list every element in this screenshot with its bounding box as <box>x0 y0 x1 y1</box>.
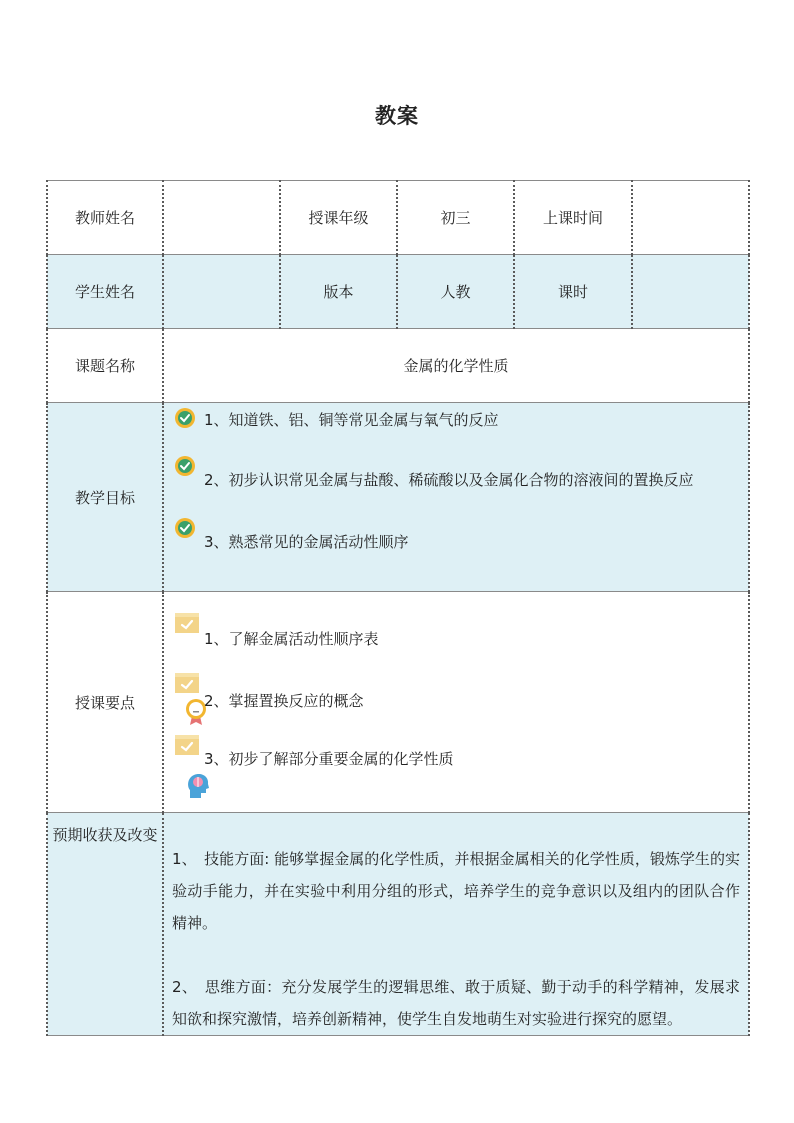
outcomes-label: 预期收获及改变 <box>47 813 163 1036</box>
key-point-text: 2、掌握置换反应的概念 <box>204 692 364 710</box>
lesson-plan-table <box>46 180 750 1036</box>
folder-check-icon <box>174 612 200 634</box>
table-row-outcomes <box>47 813 749 1036</box>
check-badge-icon <box>174 407 196 429</box>
outcomes-cell <box>163 813 749 1036</box>
goal-text: 2、初步认识常见金属与盐酸、稀硫酸以及金属化合物的溶液间的置换反应 <box>204 471 694 489</box>
outcome-item: 2、 思维方面：充分发展学生的逻辑思维、敢于质疑、勤于动手的科学精神，发展求知欲和探究激情，培养创新精神，使学生自发地萌生对实验进行探究的愿望。 <box>172 978 740 1028</box>
key-point-text: 1、了解金属活动性顺序表 <box>204 630 379 648</box>
goals-label: 教学目标 <box>47 403 163 592</box>
teacher-name-label: 教师姓名 <box>47 181 163 255</box>
topic-value[interactable]: 金属的化学性质 <box>163 329 749 403</box>
teacher-name-value[interactable] <box>163 181 280 255</box>
page-title: 教案 <box>375 104 419 128</box>
table-row-student <box>47 255 749 329</box>
table-row-goals <box>47 403 749 592</box>
key-point-text: 3、初步了解部分重要金属的化学性质 <box>204 750 454 768</box>
check-badge-icon <box>174 455 196 477</box>
period-label: 课时 <box>514 255 632 329</box>
check-badge-icon <box>174 517 196 539</box>
student-name-label: 学生姓名 <box>47 255 163 329</box>
brain-head-icon <box>186 772 210 800</box>
table-row-topic <box>47 329 749 403</box>
outcome-item: 1、 技能方面: 能够掌握金属的化学性质，并根据金属相关的化学性质，锻炼学生的实验动手能力，并在实验中利用分组的形式，培养学生的竞争意识以及组内的团队合作精神。 <box>172 850 740 932</box>
table-row-teacher <box>47 181 749 255</box>
student-name-value[interactable] <box>163 255 280 329</box>
goals-cell <box>163 403 749 592</box>
class-time-label: 上课时间 <box>514 181 632 255</box>
goal-text: 3、熟悉常见的金属活动性顺序 <box>204 533 409 551</box>
grade-value[interactable]: 初三 <box>397 181 514 255</box>
table-row-key-points <box>47 592 749 813</box>
edition-value[interactable]: 人教 <box>397 255 514 329</box>
class-time-value[interactable] <box>632 181 749 255</box>
period-value[interactable] <box>632 255 749 329</box>
key-points-cell <box>163 592 749 813</box>
edition-label: 版本 <box>280 255 397 329</box>
topic-label: 课题名称 <box>47 329 163 403</box>
key-points-label: 授课要点 <box>47 592 163 813</box>
folder-check-icon <box>174 734 200 756</box>
goal-text: 1、知道铁、铝、铜等常见金属与氧气的反应 <box>204 411 499 429</box>
folder-check-icon <box>174 672 200 694</box>
grade-label: 授课年级 <box>280 181 397 255</box>
